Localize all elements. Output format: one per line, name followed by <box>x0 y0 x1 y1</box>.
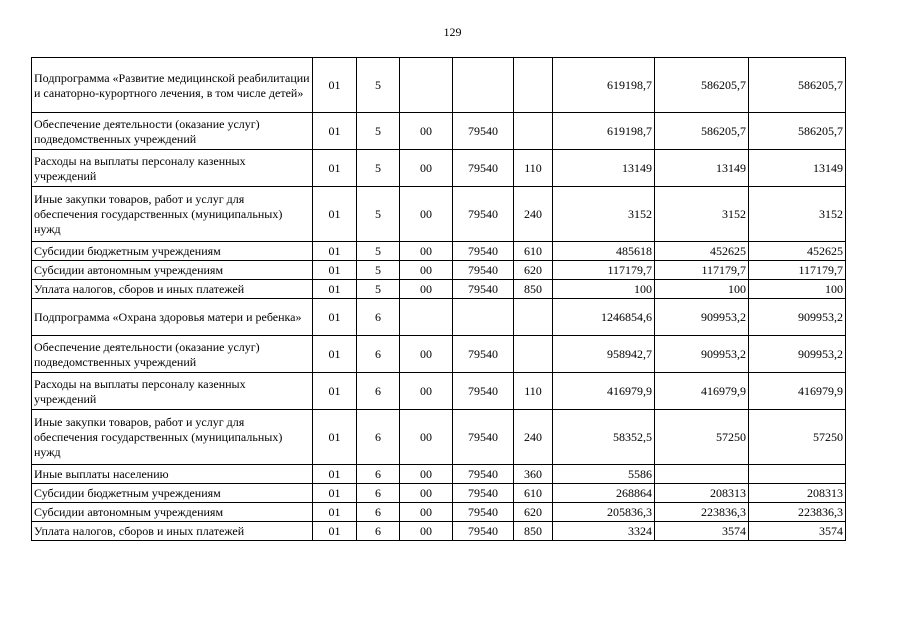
subsection-code: 6 <box>357 465 400 484</box>
amount-year-3: 3574 <box>749 522 846 541</box>
subsection-code: 6 <box>357 410 400 465</box>
amount-year-3: 909953,2 <box>749 336 846 373</box>
expense-type-code: 850 <box>514 522 553 541</box>
target-article-code: 79540 <box>453 503 514 522</box>
subsection-code: 5 <box>357 150 400 187</box>
expense-type-code: 620 <box>514 503 553 522</box>
subprogram-code <box>400 299 453 336</box>
subsection-code: 5 <box>357 187 400 242</box>
amount-year-1: 619198,7 <box>553 113 655 150</box>
row-name: Уплата налогов, сборов и иных платежей <box>32 522 313 541</box>
row-name: Обеспечение деятельности (оказание услуг) подведомственных учреждений <box>32 336 313 373</box>
amount-year-1: 268864 <box>553 484 655 503</box>
amount-year-3: 3152 <box>749 187 846 242</box>
amount-year-2: 909953,2 <box>655 336 749 373</box>
amount-year-1: 3152 <box>553 187 655 242</box>
amount-year-2 <box>655 465 749 484</box>
section-code: 01 <box>313 261 357 280</box>
amount-year-2: 117179,7 <box>655 261 749 280</box>
subsection-code: 6 <box>357 522 400 541</box>
subprogram-code: 00 <box>400 503 453 522</box>
subsection-code: 6 <box>357 503 400 522</box>
row-name: Субсидии автономным учреждениям <box>32 503 313 522</box>
expense-type-code: 240 <box>514 410 553 465</box>
section-code: 01 <box>313 336 357 373</box>
subprogram-code: 00 <box>400 187 453 242</box>
subprogram-code: 00 <box>400 261 453 280</box>
amount-year-1: 117179,7 <box>553 261 655 280</box>
target-article-code <box>453 58 514 113</box>
subprogram-code: 00 <box>400 280 453 299</box>
amount-year-1: 205836,3 <box>553 503 655 522</box>
subsection-code: 6 <box>357 484 400 503</box>
amount-year-2: 100 <box>655 280 749 299</box>
table-row <box>32 336 846 373</box>
target-article-code: 79540 <box>453 150 514 187</box>
amount-year-2: 208313 <box>655 484 749 503</box>
table-body <box>32 58 846 541</box>
subprogram-code: 00 <box>400 150 453 187</box>
budget-table <box>31 57 846 541</box>
row-name: Субсидии бюджетным учреждениям <box>32 484 313 503</box>
amount-year-3: 586205,7 <box>749 58 846 113</box>
target-article-code: 79540 <box>453 280 514 299</box>
expense-type-code: 610 <box>514 484 553 503</box>
row-name: Подпрограмма «Охрана здоровья матери и ребенка» <box>32 299 313 336</box>
subsection-code: 5 <box>357 58 400 113</box>
table-row <box>32 242 846 261</box>
expense-type-code: 110 <box>514 150 553 187</box>
subsection-code: 6 <box>357 336 400 373</box>
row-name: Уплата налогов, сборов и иных платежей <box>32 280 313 299</box>
section-code: 01 <box>313 373 357 410</box>
section-code: 01 <box>313 242 357 261</box>
section-code: 01 <box>313 484 357 503</box>
table-row <box>32 465 846 484</box>
subsection-code: 5 <box>357 280 400 299</box>
page-number: 129 <box>443 25 462 39</box>
amount-year-2: 3152 <box>655 187 749 242</box>
section-code: 01 <box>313 465 357 484</box>
amount-year-2: 3574 <box>655 522 749 541</box>
subprogram-code: 00 <box>400 465 453 484</box>
amount-year-1: 13149 <box>553 150 655 187</box>
subprogram-code: 00 <box>400 242 453 261</box>
target-article-code: 79540 <box>453 484 514 503</box>
amount-year-1: 416979,9 <box>553 373 655 410</box>
amount-year-3: 117179,7 <box>749 261 846 280</box>
expense-type-code: 850 <box>514 280 553 299</box>
expense-type-code: 110 <box>514 373 553 410</box>
subprogram-code <box>400 58 453 113</box>
amount-year-1: 619198,7 <box>553 58 655 113</box>
amount-year-3: 223836,3 <box>749 503 846 522</box>
row-name: Расходы на выплаты персоналу казенных учреждений <box>32 373 313 410</box>
subsection-code: 5 <box>357 261 400 280</box>
expense-type-code: 360 <box>514 465 553 484</box>
expense-type-code <box>514 336 553 373</box>
amount-year-3: 208313 <box>749 484 846 503</box>
section-code: 01 <box>313 410 357 465</box>
amount-year-3: 13149 <box>749 150 846 187</box>
expense-type-code: 620 <box>514 261 553 280</box>
section-code: 01 <box>313 503 357 522</box>
amount-year-2: 57250 <box>655 410 749 465</box>
section-code: 01 <box>313 150 357 187</box>
subprogram-code: 00 <box>400 336 453 373</box>
table-row <box>32 150 846 187</box>
target-article-code: 79540 <box>453 242 514 261</box>
subsection-code: 6 <box>357 299 400 336</box>
target-article-code: 79540 <box>453 261 514 280</box>
amount-year-2: 909953,2 <box>655 299 749 336</box>
amount-year-1: 5586 <box>553 465 655 484</box>
table-row <box>32 503 846 522</box>
subprogram-code: 00 <box>400 484 453 503</box>
amount-year-1: 485618 <box>553 242 655 261</box>
amount-year-3 <box>749 465 846 484</box>
subsection-code: 5 <box>357 113 400 150</box>
subprogram-code: 00 <box>400 113 453 150</box>
section-code: 01 <box>313 299 357 336</box>
row-name: Иные закупки товаров, работ и услуг для обеспечения государственных (муниципальных) нужд <box>32 187 313 242</box>
amount-year-3: 909953,2 <box>749 299 846 336</box>
table-row <box>32 410 846 465</box>
target-article-code: 79540 <box>453 336 514 373</box>
amount-year-2: 416979,9 <box>655 373 749 410</box>
table-row <box>32 113 846 150</box>
amount-year-2: 223836,3 <box>655 503 749 522</box>
expense-type-code: 240 <box>514 187 553 242</box>
subsection-code: 6 <box>357 373 400 410</box>
subprogram-code: 00 <box>400 522 453 541</box>
section-code: 01 <box>313 280 357 299</box>
expense-type-code: 610 <box>514 242 553 261</box>
amount-year-1: 100 <box>553 280 655 299</box>
table-row <box>32 484 846 503</box>
row-name: Иные выплаты населению <box>32 465 313 484</box>
amount-year-3: 416979,9 <box>749 373 846 410</box>
row-name: Подпрограмма «Развитие медицинской реабилитации и санаторно-курортного лечения, в том числе детей» <box>32 58 313 113</box>
subprogram-code: 00 <box>400 410 453 465</box>
target-article-code: 79540 <box>453 373 514 410</box>
row-name: Расходы на выплаты персоналу казенных учреждений <box>32 150 313 187</box>
subprogram-code: 00 <box>400 373 453 410</box>
expense-type-code <box>514 58 553 113</box>
target-article-code: 79540 <box>453 410 514 465</box>
amount-year-1: 958942,7 <box>553 336 655 373</box>
target-article-code: 79540 <box>453 113 514 150</box>
section-code: 01 <box>313 522 357 541</box>
amount-year-2: 586205,7 <box>655 58 749 113</box>
section-code: 01 <box>313 113 357 150</box>
row-name: Субсидии бюджетным учреждениям <box>32 242 313 261</box>
amount-year-3: 586205,7 <box>749 113 846 150</box>
row-name: Обеспечение деятельности (оказание услуг) подведомственных учреждений <box>32 113 313 150</box>
row-name: Иные закупки товаров, работ и услуг для обеспечения государственных (муниципальных) нужд <box>32 410 313 465</box>
amount-year-1: 58352,5 <box>553 410 655 465</box>
table-row <box>32 187 846 242</box>
target-article-code: 79540 <box>453 187 514 242</box>
subsection-code: 5 <box>357 242 400 261</box>
section-code: 01 <box>313 58 357 113</box>
amount-year-3: 57250 <box>749 410 846 465</box>
target-article-code: 79540 <box>453 465 514 484</box>
expense-type-code <box>514 299 553 336</box>
amount-year-1: 3324 <box>553 522 655 541</box>
table-row <box>32 299 846 336</box>
expense-type-code <box>514 113 553 150</box>
table-row <box>32 280 846 299</box>
amount-year-3: 452625 <box>749 242 846 261</box>
amount-year-2: 13149 <box>655 150 749 187</box>
target-article-code <box>453 299 514 336</box>
amount-year-1: 1246854,6 <box>553 299 655 336</box>
table-row <box>32 522 846 541</box>
amount-year-2: 452625 <box>655 242 749 261</box>
table-row <box>32 373 846 410</box>
target-article-code: 79540 <box>453 522 514 541</box>
amount-year-2: 586205,7 <box>655 113 749 150</box>
table-row <box>32 261 846 280</box>
row-name: Субсидии автономным учреждениям <box>32 261 313 280</box>
amount-year-3: 100 <box>749 280 846 299</box>
table-row <box>32 58 846 113</box>
section-code: 01 <box>313 187 357 242</box>
